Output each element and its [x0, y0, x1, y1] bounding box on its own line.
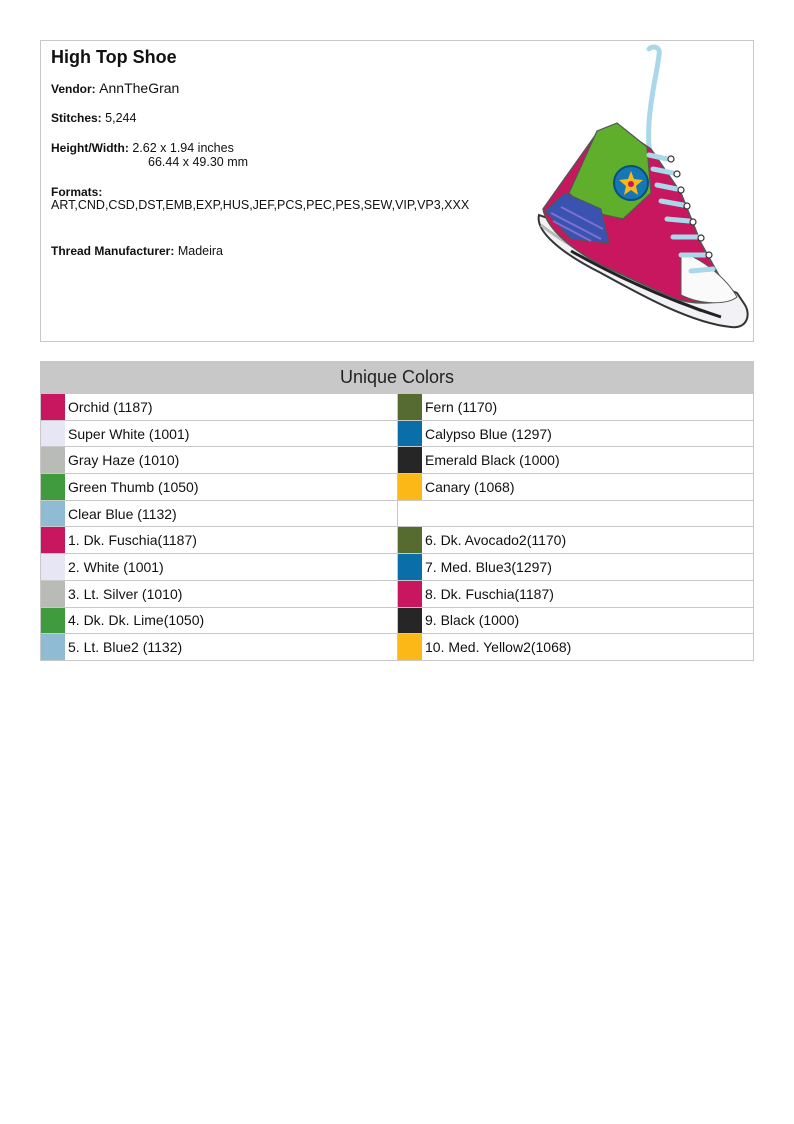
color-swatch [398, 421, 422, 447]
color-name: Gray Haze (1010) [68, 452, 180, 469]
color-name: Canary (1068) [425, 478, 515, 495]
color-swatch [41, 634, 65, 660]
color-name: Clear Blue (1132) [68, 505, 177, 522]
unique-colors-table [40, 361, 754, 661]
table-row [41, 607, 753, 634]
color-cell [41, 446, 397, 473]
color-cell [397, 580, 753, 607]
table-row [41, 580, 753, 607]
color-name: 5. Lt. Blue2 (1132) [68, 639, 183, 656]
color-cell [41, 420, 397, 447]
color-name: 2. White (1001) [68, 558, 164, 575]
color-name: 7. Med. Blue3(1297) [425, 558, 552, 575]
color-swatch [41, 394, 65, 420]
color-cell [397, 607, 753, 634]
color-name: Calypso Blue (1297) [425, 425, 552, 442]
stitches-label: Stitches: [51, 111, 102, 125]
table-row [41, 446, 753, 473]
color-swatch [398, 608, 422, 634]
color-cell [41, 580, 397, 607]
color-cell [41, 526, 397, 553]
size-inches: 2.62 x 1.94 inches [132, 141, 234, 155]
formats-value: ART,CND,CSD,DST,EMB,EXP,HUS,JEF,PCS,PEC,PES,SEW,VIP,VP3,XXX [51, 198, 470, 212]
vendor-value: AnnTheGran [99, 80, 180, 96]
color-cell [41, 500, 397, 527]
color-swatch [398, 527, 422, 553]
color-name: 8. Dk. Fuschia(1187) [425, 585, 554, 602]
table-row [41, 526, 753, 553]
thread-field [51, 244, 223, 258]
color-swatch [41, 501, 65, 527]
color-name: 10. Med. Yellow2(1068) [425, 639, 572, 656]
color-swatch [398, 554, 422, 580]
color-name: 3. Lt. Silver (1010) [68, 585, 183, 602]
color-swatch [398, 447, 422, 473]
table-row [41, 500, 753, 527]
color-swatch [41, 421, 65, 447]
vendor-label: Vendor: [51, 82, 96, 96]
color-swatch [41, 581, 65, 607]
stitches-value: 5,244 [105, 111, 137, 125]
color-name: 1. Dk. Fuschia(1187) [68, 532, 197, 549]
color-rows [41, 393, 753, 660]
color-swatch [41, 554, 65, 580]
color-cell [397, 553, 753, 580]
size-mm: 66.44 x 49.30 mm [148, 155, 249, 169]
color-cell [397, 500, 753, 527]
color-swatch [41, 608, 65, 634]
color-cell [41, 553, 397, 580]
color-swatch [398, 394, 422, 420]
color-swatch [398, 634, 422, 660]
stitches-field [51, 111, 136, 125]
color-name: Emerald Black (1000) [425, 452, 560, 469]
color-name: 9. Black (1000) [425, 612, 520, 629]
color-name: 4. Dk. Dk. Lime(1050) [68, 612, 205, 629]
table-row [41, 393, 753, 420]
height-width-field [51, 141, 249, 169]
design-info-panel [40, 40, 754, 342]
vendor-field [51, 81, 179, 96]
color-name: Orchid (1187) [68, 398, 153, 415]
color-name: Green Thumb (1050) [68, 478, 199, 495]
table-row [41, 420, 753, 447]
table-row [41, 473, 753, 500]
height-width-label: Height/Width: [51, 141, 129, 155]
color-cell [41, 473, 397, 500]
thread-value: Madeira [177, 244, 224, 258]
color-swatch [41, 447, 65, 473]
color-cell [397, 446, 753, 473]
color-cell [397, 420, 753, 447]
formats-label: Formats: [51, 185, 103, 199]
thread-label: Thread Manufacturer: [51, 244, 175, 258]
color-swatch [41, 474, 65, 500]
formats-field [51, 185, 523, 212]
color-name: 6. Dk. Avocado2(1170) [425, 532, 567, 549]
color-cell [397, 633, 753, 660]
table-row [41, 633, 753, 660]
unique-colors-header: Unique Colors [41, 362, 753, 393]
color-cell [41, 393, 397, 420]
color-cell [397, 526, 753, 553]
color-swatch [41, 527, 65, 553]
color-swatch [398, 581, 422, 607]
table-row [41, 553, 753, 580]
design-title: High Top Shoe [51, 47, 177, 67]
color-name: Super White (1001) [68, 425, 190, 442]
color-cell [397, 473, 753, 500]
color-name: Fern (1170) [425, 398, 498, 415]
color-swatch [398, 474, 422, 500]
color-cell [41, 607, 397, 634]
color-cell [41, 633, 397, 660]
color-cell [397, 393, 753, 420]
shoe-embroidery-image [531, 43, 751, 339]
